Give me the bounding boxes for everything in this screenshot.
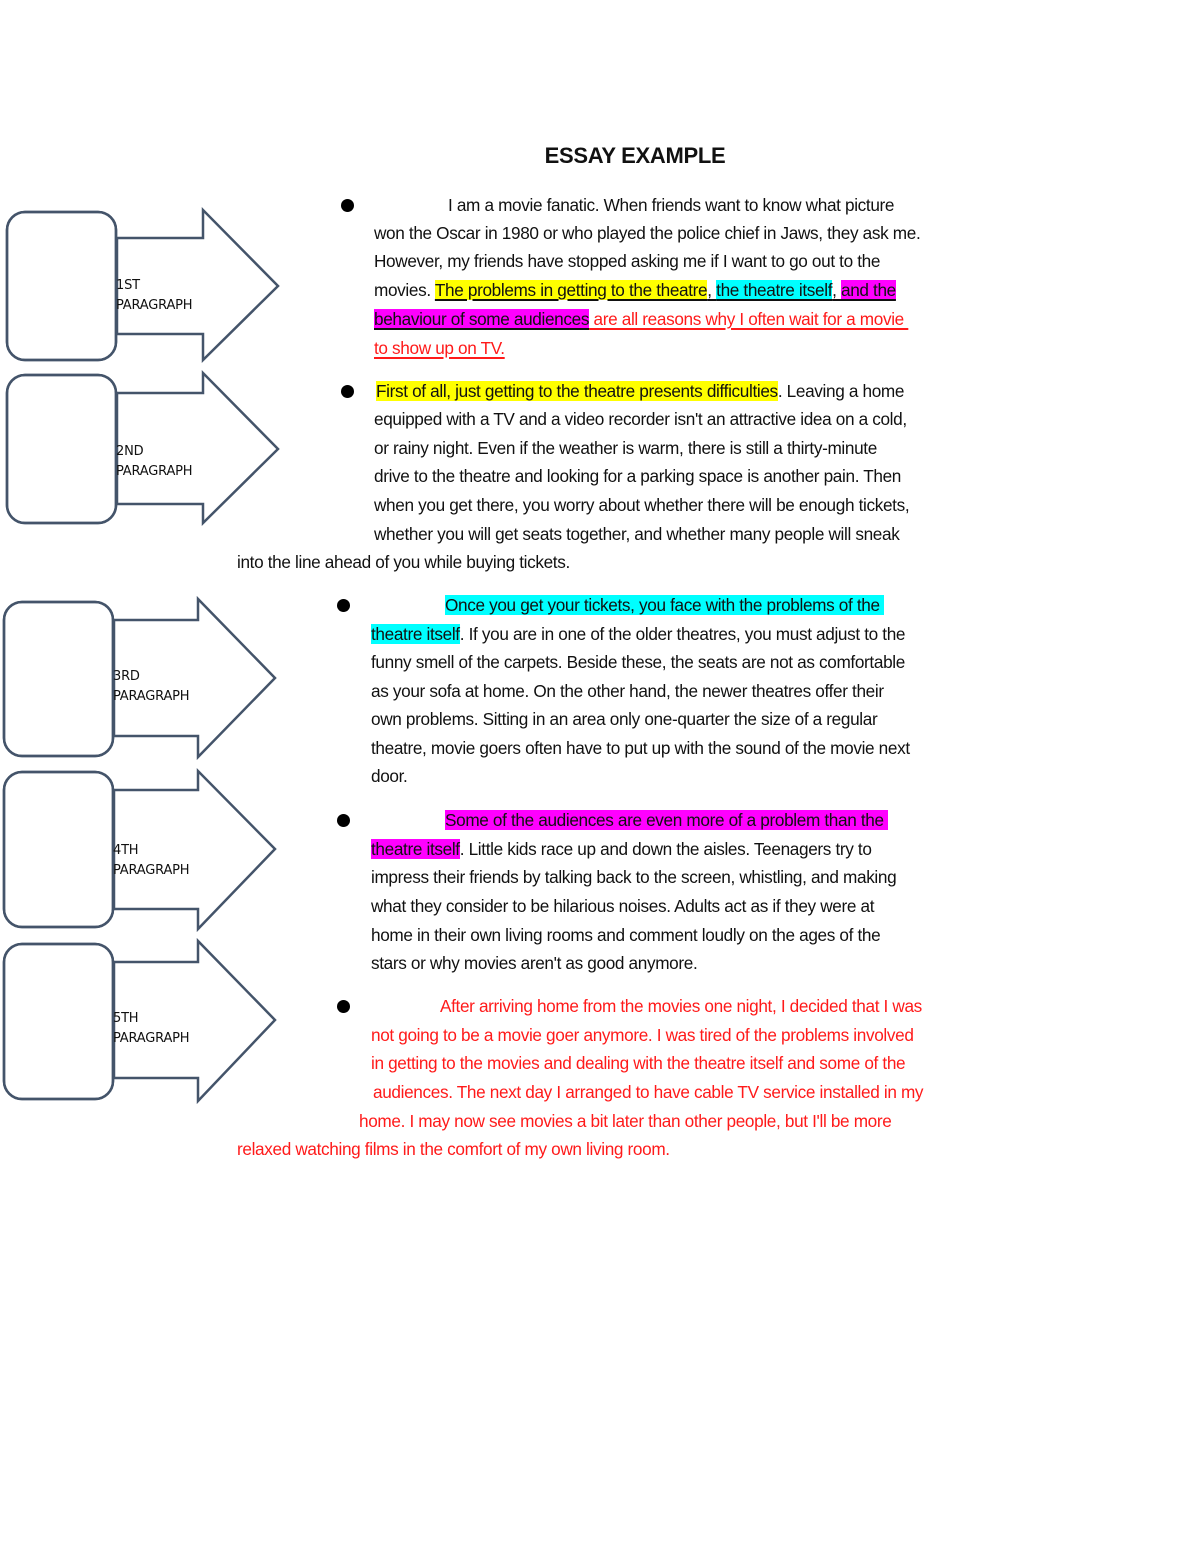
shape-label-2: 2ND PARAGRAPH	[116, 444, 193, 479]
p3-line-4: as your sofa at home. On the other hand, the newer theatres offer their	[371, 681, 884, 701]
thesis-point-3: and the	[841, 280, 896, 300]
bullet-icon	[341, 385, 354, 398]
p3-line-5: own problems. Sitting in an area only one-quarter the size of a regular	[371, 709, 878, 729]
p3-line-2: theatre itself. If you are in one of the older theatres, you must adjust to the	[371, 624, 906, 644]
essay-title: ESSAY EXAMPLE	[544, 143, 726, 168]
p1-line-5: behaviour of some audiences are all reasons why I often wait for a movie	[374, 309, 909, 329]
bullet-icon	[337, 814, 350, 827]
topic-sentence: Some of the audiences are even more of a problem than the	[445, 810, 889, 830]
p1-line-2: won the Oscar in 1980 or who played the police chief in Jaws, they ask me.	[374, 223, 921, 243]
paragraph-shape-1	[0, 208, 290, 363]
p2-line-6: whether you will get seats together, and whether many people will sneak	[374, 524, 900, 544]
p2-line-3: or rainy night. Even if the weather is warm, there is still a thirty-minute	[374, 438, 877, 458]
bullet-icon	[337, 1000, 350, 1013]
p4-line-4: what they consider to be hilarious noises. Adults act as if they were at	[371, 896, 875, 916]
thesis-point-3-cont: behaviour of some audiences	[374, 309, 590, 329]
paragraph-shape-2	[0, 371, 290, 526]
paragraph-shape-3	[0, 597, 290, 760]
p5-line-2: not going to be a movie goer anymore. I was tired of the problems involved	[371, 1025, 914, 1045]
p3-line-6: theatre, movie goers often have to put up with the sound of the movie next	[371, 738, 910, 758]
p2-line-4: drive to the theatre and looking for a parking space is another pain. Then	[374, 466, 902, 486]
p4-line-3: impress their friends by talking back to the screen, whistling, and making	[371, 867, 897, 887]
paragraph-shape-5	[0, 939, 290, 1104]
p1-line-3: However, my friends have stopped asking me if I want to go out to the	[374, 251, 881, 271]
p5-line-5: home. I may now see movies a bit later than other people, but I'll be more	[359, 1111, 892, 1131]
p4-line-2: theatre itself. Little kids race up and down the aisles. Teenagers try to	[371, 839, 872, 859]
bullet-icon	[341, 199, 354, 212]
p3-line-1	[445, 591, 884, 620]
thesis-point-2: the theatre itself	[716, 280, 833, 300]
p5-line-4: audiences. The next day I arranged to have cable TV service installed in my	[373, 1082, 924, 1102]
p3-line-3: funny smell of the carpets. Beside these, the seats are not as comfortable	[371, 652, 905, 672]
paragraph-shape-4	[0, 769, 290, 932]
p5-line-1: After arriving home from the movies one night, I decided that I was	[440, 996, 922, 1016]
p4-line-6: stars or why movies aren't as good anymore.	[371, 953, 698, 973]
p1-line-1: I am a movie fanatic. When friends want to know what picture	[448, 195, 895, 215]
p2-line-7: into the line ahead of you while buying tickets.	[237, 552, 570, 572]
p1-line-6: to show up on TV.	[374, 338, 505, 358]
shape-label-5: 5TH PARAGRAPH	[113, 1011, 190, 1046]
shape-label-3: 3RD PARAGRAPH	[113, 669, 190, 704]
shape-label-4: 4TH PARAGRAPH	[113, 843, 190, 878]
thesis-point-1: The problems in getting to the theatre	[434, 280, 708, 300]
paragraph-diagram	[0, 0, 300, 1553]
p1-line-4: movies. The problems in getting to the theatre, the theatre itself, and the	[374, 280, 896, 300]
p4-line-5: home in their own living rooms and comment loudly on the ages of the	[371, 925, 881, 945]
bullet-icon	[337, 599, 350, 612]
p2-line-1: First of all, just getting to the theatre presents difficulties. Leaving a home	[376, 381, 905, 401]
p5-line-3: in getting to the movies and dealing with the theatre itself and some of the	[371, 1053, 906, 1073]
p2-line-5: when you get there, you worry about whether there will be enough tickets,	[374, 495, 910, 515]
topic-sentence: First of all, just getting to the theatre presents difficulties	[376, 381, 778, 401]
p3-line-7: door.	[371, 766, 408, 786]
p2-line-2: equipped with a TV and a video recorder isn't an attractive idea on a cold,	[374, 409, 907, 429]
shape-label-1: 1ST PARAGRAPH	[116, 278, 193, 313]
p5-line-6: relaxed watching films in the comfort of my own living room.	[237, 1139, 670, 1159]
p4-line-1	[445, 806, 888, 835]
topic-sentence: Once you get your tickets, you face with the problems of the	[445, 595, 885, 615]
